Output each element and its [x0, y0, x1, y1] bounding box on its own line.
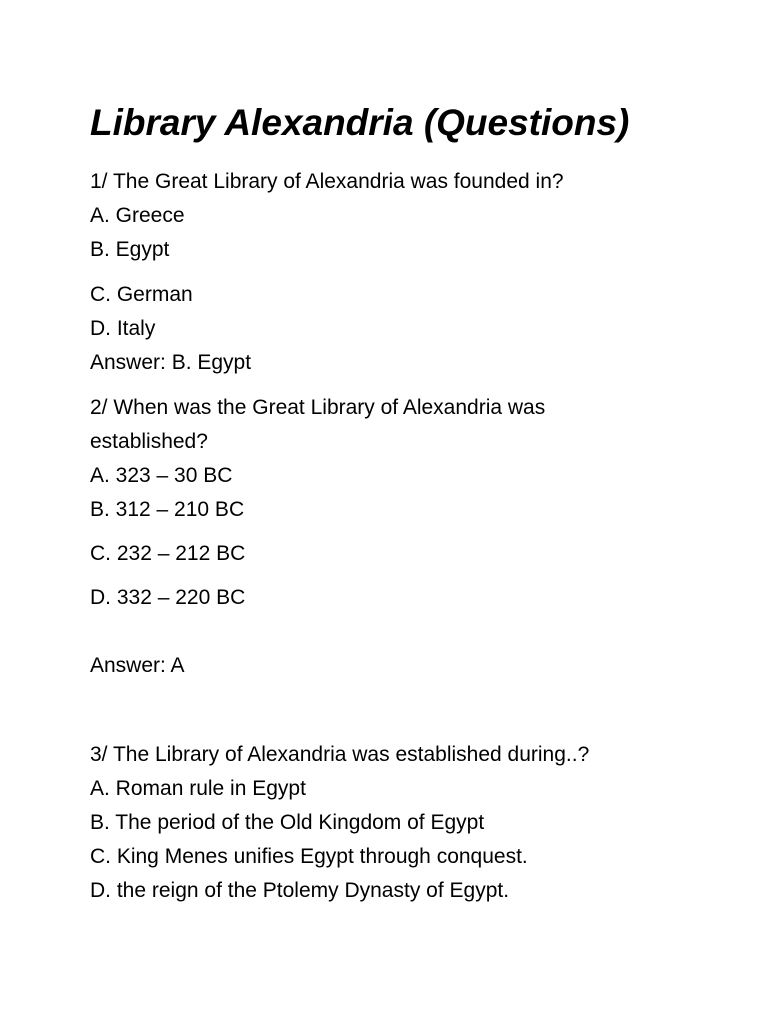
question-2-option-d: D. 332 – 220 BC [90, 586, 246, 609]
question-3-option-d: D. the reign of the Ptolemy Dynasty of Egypt. [90, 879, 510, 902]
question-1-option-a: A. Greece [90, 204, 185, 227]
document-title: Library Alexandria (Questions) [90, 102, 630, 143]
question-2-option-c: C. 232 – 212 BC [90, 542, 246, 565]
question-1-option-d: D. Italy [90, 317, 156, 340]
question-2-text-line-2: established? [90, 430, 208, 453]
question-3-option-b: B. The period of the Old Kingdom of Egypt [90, 811, 485, 834]
question-1-option-b: B. Egypt [90, 238, 170, 261]
question-1-option-c: C. German [90, 283, 193, 306]
question-3-text: 3/ The Library of Alexandria was established during..? [90, 743, 590, 766]
question-1-text: 1/ The Great Library of Alexandria was founded in? [90, 170, 564, 193]
question-2-option-b: B. 312 – 210 BC [90, 498, 245, 521]
question-3-option-c: C. King Menes unifies Egypt through conquest. [90, 845, 528, 868]
question-2-option-a: A. 323 – 30 BC [90, 464, 233, 487]
question-3-option-a: A. Roman rule in Egypt [90, 777, 306, 800]
question-2-answer: Answer: A [90, 654, 185, 677]
question-1-answer: Answer: B. Egypt [90, 351, 252, 374]
question-2-text-line-1: 2/ When was the Great Library of Alexandria was [90, 396, 546, 419]
